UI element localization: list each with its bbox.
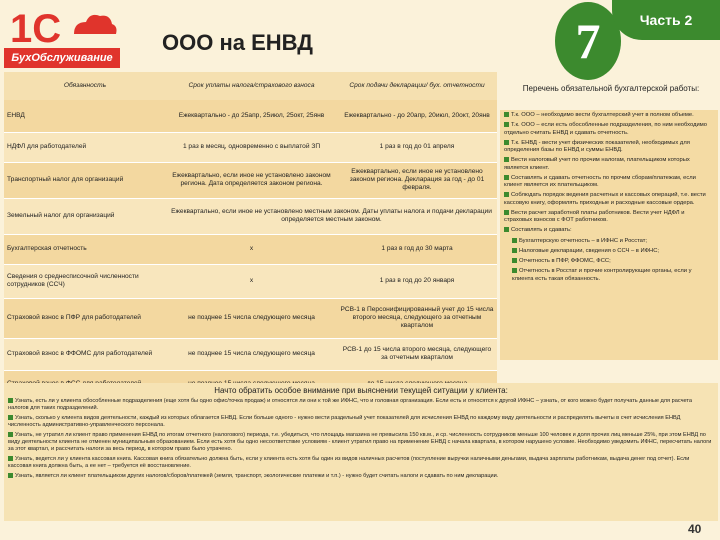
- list-subitem: Бухгалтерскую отчетность – в ИФНС и Росстат;: [504, 238, 714, 245]
- bullet-icon: [8, 398, 13, 403]
- column-header-report-deadline: Срок подачи декларации/ бух. отчетности: [337, 72, 497, 100]
- obligation-cell: Транспортный налог для организаций: [4, 162, 166, 198]
- report-deadline-cell: Ежеквартально, если иное не установлено законом региона. Декларация за год - до 01 февраля.: [337, 162, 497, 198]
- bullet-icon: [512, 238, 517, 243]
- table-row: [4, 100, 497, 132]
- bullet-icon: [504, 192, 509, 197]
- logo: [4, 4, 120, 68]
- bullet-icon: [504, 175, 509, 180]
- bullet-icon: [504, 210, 509, 215]
- bullet-icon: [504, 157, 509, 162]
- list-item: Т.к. ООО – необходимо вести бухгалтерский учет в полном объеме.: [504, 112, 714, 119]
- bullet-icon: [8, 473, 13, 478]
- page-title: ООО на ЕНВД: [162, 30, 313, 55]
- obligation-cell: Бухгалтерская отчетность: [4, 234, 166, 264]
- bullet-icon: [8, 415, 13, 420]
- payment-deadline-cell: Ежеквартально, если иное не установлено законом региона. Дата определяется законом региона.: [166, 162, 337, 198]
- part-label: Часть 2: [612, 0, 720, 40]
- report-deadline-cell: 1 раз в год до 30 марта: [337, 234, 497, 264]
- list-item: Т.к. ООО – если есть обособленные подразделения, по ним необходимо отдельно считать ЕНВД и сдавать отчетность.: [504, 122, 707, 136]
- attention-title: Начто обратить особое внимание при выяснении текущей ситуации у клиента:: [214, 386, 508, 395]
- report-deadline-cell: 1 раз в год до 01 апреля: [337, 132, 497, 162]
- list-item: Составлять и сдавать отчетность по прочим сборам/платежам, если клиент является их плательщиком.: [504, 174, 696, 189]
- bullet-icon: [512, 258, 517, 263]
- obligations-table: [4, 72, 497, 399]
- logo-text: БухОбслуживание: [4, 48, 120, 68]
- right-panel-heading: Перечень обязательной бухгалтерской работы:: [522, 84, 700, 93]
- payment-deadline-cell: не позднее 15 числа следующего месяца: [166, 338, 337, 370]
- obligation-cell: ЕНВД: [4, 100, 166, 132]
- attention-paragraph: Узнать, ведется ли у клиента кассовая книга. Кассовая книга обязательно должна быть, если у клиента есть хотя бы один из видов наличных расчетов (поступление выручки наличными деньгами, выдача зарплаты работникам, выдача денег под отчет). Если кассовая книга должна быть, а ее нет – требуется её восстановление.: [8, 455, 690, 469]
- table-row: [4, 338, 497, 370]
- list-item: Составлять и сдавать:: [504, 227, 714, 234]
- attention-paragraph: Узнать, есть ли у клиента обособленные подразделения (еще хотя бы одно офис/точка продаж) и относятся ли они к той же ИФНС, что и головная организация. Если есть и относятся к другой ИФНС – узнать, от кого можно будет получать данные для расчета налогов для таких подразделений.: [8, 398, 693, 411]
- list-subitem: Налоговые декларации, сведения о ССЧ – в ИФНС;: [504, 248, 714, 255]
- obligation-cell: Сведения о среднесписочной численности сотрудников (ССЧ): [4, 264, 166, 298]
- list-item: Вести налоговый учет по прочим налогам, плательщиком которых является клиент.: [504, 157, 690, 171]
- bullet-icon: [504, 227, 509, 232]
- table-row: [4, 264, 497, 298]
- svg-text:1С: 1С: [10, 7, 62, 48]
- obligation-cell: Земельный налог для организаций: [4, 198, 166, 234]
- table-row: [4, 198, 497, 234]
- list-item: Вести расчет заработной платы работников. Вести учет НДФЛ и страховых взносов с ФОТ работников.: [504, 209, 685, 224]
- work-list: [500, 110, 718, 360]
- bullet-icon: [504, 122, 509, 127]
- payment-deadline-cell: x: [166, 234, 337, 264]
- payment-deadline-cell: не позднее 15 числа следующего месяца: [166, 298, 337, 338]
- table-row: [4, 234, 497, 264]
- list-item: Соблюдать порядок ведения расчетных и кассовых операций, т.е. вести кассовую книгу, оформлять приходные и расходные кассовые ордера.: [504, 192, 706, 206]
- report-deadline-cell: РСВ-1 до 15 числа второго месяца, следующего за отчетным кварталом: [337, 338, 497, 370]
- logo-1c-mark: [4, 4, 120, 48]
- table-row: [4, 132, 497, 162]
- attention-paragraph: Узнать, сколько у клиента видов деятельности, каждый из которых облагается ЕНВД. Если больше одного - нужно вести раздельный учет показателей для исчисления ЕНВД по каждому виду деятельности и распределять вычеты в счет исчисления ЕНВД численность административно-управленческого персонала.: [8, 414, 681, 428]
- bullet-icon: [8, 456, 13, 461]
- bullet-icon: [512, 268, 517, 273]
- bullet-icon: [504, 140, 509, 145]
- table-row: [4, 298, 497, 338]
- obligation-cell: НДФЛ для работодателей: [4, 132, 166, 162]
- table-row: [4, 162, 497, 198]
- bullet-icon: [512, 248, 517, 253]
- payment-deadline-cell: Ежеквартально, если иное не установлено местным законом. Даты уплаты налога и подачи декларации определяется местным законом.: [166, 198, 497, 234]
- bullet-icon: [504, 112, 509, 117]
- list-item: Т.к. ЕНВД - вести учет физических показателей, необходимых для определения базы по ЕНВД и суммы ЕНВД.: [504, 139, 690, 154]
- attention-box: [4, 383, 718, 521]
- obligation-cell: Страховой взнос в ПФР для работодателей: [4, 298, 166, 338]
- section-number: 7: [555, 2, 621, 80]
- list-subitem: Отчетность в ПФР, ФФОМС, ФСС;: [504, 258, 714, 265]
- report-deadline-cell: 1 раз в год до 20 января: [337, 264, 497, 298]
- report-deadline-cell: РСВ-1 в Персонифицированный учет до 15 числа второго месяца, следующего за отчетным кварталом: [337, 298, 497, 338]
- attention-paragraph: Узнать, не утратил ли клиент право применения ЕНВД по итогам отчетного (налогового) периода, т.е. убедиться, что площадь магазина не превысила 150 кв.м., и ср. численность сотрудников меньше 100 человек и доля прочих лиц меньше 25%, при этом ЕНВД по виду деятельности клиента не отменен муниципальным образованием. Если есть хотя бы одно несоответствие условиям - клиент утратил право на применение ЕНВД с начала квартала, в котором нарушено условие. Необходимо уведомить ИФНС, пересчитать налоги за этот квартал, и рассчитать налоги за весь период, в котором право было утрачено.: [8, 431, 712, 452]
- attention-paragraph: Узнать, является ли клиент плательщиком других налогов/сборов/платежей (земля, транспорт, экологические платежи и т.п.) - нужно будет считать налоги и сдавать по ним декларации.: [8, 473, 714, 480]
- report-deadline-cell: Ежеквартально - до 20апр, 20июл, 20окт, 20янв: [337, 100, 497, 132]
- payment-deadline-cell: 1 раз в месяц, одновременно с выплатой ЗП: [166, 132, 337, 162]
- bullet-icon: [8, 432, 13, 437]
- column-header-obligation: Обязанность: [4, 72, 166, 100]
- list-subitem: Отчетность в Росстат и прочие контролирующие органы, если у клиента есть такая обязанность.: [512, 268, 692, 282]
- column-header-payment-deadline: Срок уплаты налога/страхового взноса: [166, 72, 337, 100]
- obligation-cell: Страховой взнос в ФФОМС для работодателей: [4, 338, 166, 370]
- payment-deadline-cell: Ежеквартально - до 25апр, 25июл, 25окт, 25янв: [166, 100, 337, 132]
- page-number: 40: [688, 522, 702, 536]
- payment-deadline-cell: x: [166, 264, 337, 298]
